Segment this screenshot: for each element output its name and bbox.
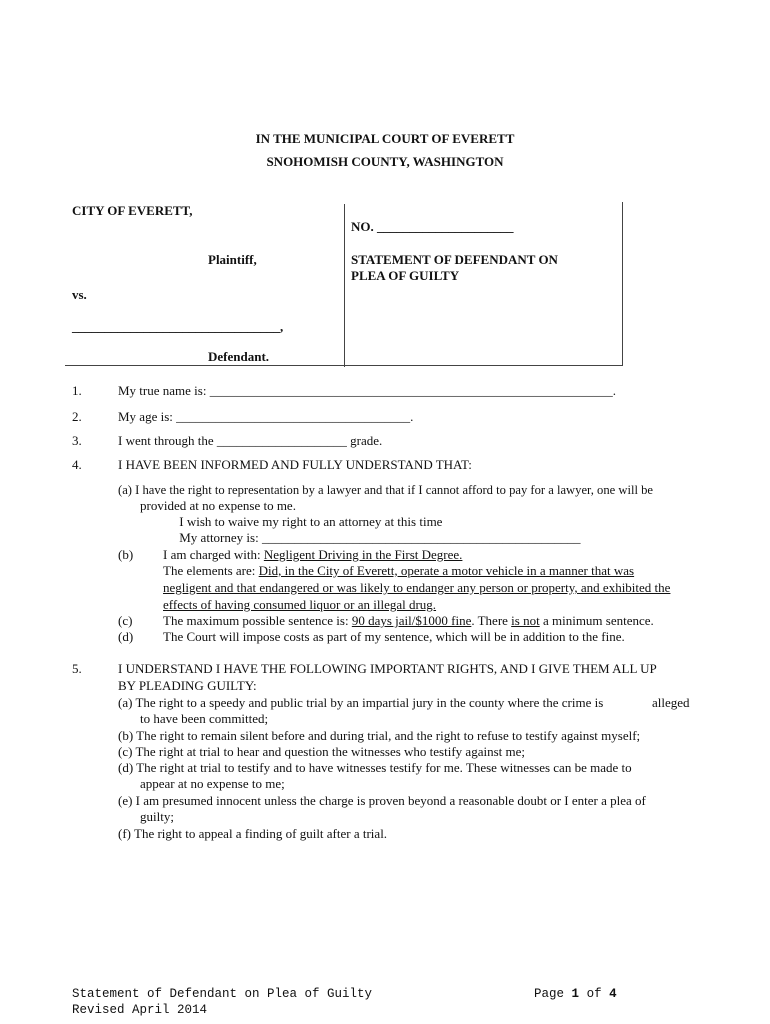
- right-5f: (f) The right to appeal a finding of guilt after a trial.: [118, 826, 388, 841]
- court-name-line1: IN THE MUNICIPAL COURT OF EVERETT: [255, 131, 515, 146]
- item-3-number: 3.: [72, 433, 82, 448]
- true-name-label: My true name is:: [118, 383, 207, 398]
- footer-title: Statement of Defendant on Plea of Guilty: [72, 987, 373, 1001]
- item-3: [118, 433, 382, 449]
- item-2-number: 2.: [72, 409, 82, 424]
- attorney-blank: _________________________________________________: [261, 530, 581, 545]
- right-5b: (b) The right to remain silent before and during trial, and the right to refuse to testify against myself;: [118, 728, 641, 743]
- item-5-number: 5.: [72, 661, 82, 676]
- page-number: 1: [571, 987, 580, 1001]
- item-1: [118, 383, 616, 399]
- case-number-label: NO.: [351, 219, 374, 234]
- item-4b-label: (b): [118, 547, 134, 562]
- defendant-name-blank: ________________________________,: [72, 319, 284, 334]
- item-4a-line1: (a) I have the right to representation by a lawyer and that if I cannot afford to pay for a lawyer, one will be: [118, 483, 653, 497]
- item-4a-line2: provided at no expense to me.: [140, 498, 296, 513]
- charge-line: [163, 547, 462, 563]
- attorney-label: My attorney is:: [179, 530, 259, 545]
- charge-label: I am charged with:: [163, 547, 261, 562]
- waive-attorney-label: I wish to waive my right to an attorney at this time: [179, 514, 443, 529]
- item-5-heading-1: I UNDERSTAND I HAVE THE FOLLOWING IMPORTANT RIGHTS, AND I GIVE THEM ALL UP: [118, 661, 657, 676]
- true-name-blank: ______________________________________________________________.: [209, 383, 616, 398]
- caption-divider: [344, 204, 345, 367]
- right-5d-line1: (d) The right at trial to testify and to have witnesses testify for me. These witnesses can be made to: [118, 760, 632, 775]
- right-5a-line1: (a) The right to a speedy and public trial by an impartial jury in the county where the crime is: [118, 695, 604, 710]
- item-1-number: 1.: [72, 383, 82, 398]
- min-sentence-suffix: a minimum sentence.: [542, 613, 654, 628]
- footer-revised: Revised April 2014: [72, 1003, 208, 1017]
- plaintiff-party: CITY OF EVERETT,: [72, 203, 193, 218]
- waive-attorney-option[interactable]: [163, 514, 442, 530]
- attorney-option[interactable]: [163, 530, 580, 546]
- document-title-line2: PLEA OF GUILTY: [351, 268, 460, 283]
- case-number: [351, 219, 514, 235]
- page-of: of: [586, 987, 602, 1001]
- right-5c: (c) The right at trial to hear and question the witnesses who testify against me;: [118, 744, 525, 759]
- min-sentence-value: is not: [511, 613, 540, 628]
- age-label: My age is:: [118, 409, 173, 424]
- plaintiff-label: Plaintiff,: [208, 252, 257, 267]
- age-blank: ____________________________________.: [176, 409, 414, 424]
- item-5-heading-2: BY PLEADING GUILTY:: [118, 678, 257, 693]
- education-suffix: grade.: [350, 433, 383, 448]
- item-4d-label: (d): [118, 629, 134, 644]
- right-5e-line1: (e) I am presumed innocent unless the charge is proven beyond a reasonable doubt or I enter a plea of: [118, 793, 646, 808]
- max-sentence-mid: . There: [471, 613, 508, 628]
- max-sentence-value: 90 days jail/$1000 fine: [351, 613, 472, 628]
- education-blank: ____________________: [216, 433, 347, 448]
- right-5e-line2: guilty;: [140, 809, 174, 824]
- elements-text-3: effects of having consumed liquor or an illegal drug.: [163, 597, 437, 612]
- elements-label: The elements are:: [163, 563, 256, 578]
- caption-right-border: [622, 202, 623, 365]
- item-2: [118, 409, 413, 425]
- charge-name: Negligent Driving in the First Degree.: [263, 547, 463, 562]
- document-title-line1: STATEMENT OF DEFENDANT ON: [351, 252, 558, 267]
- elements-text-1: Did, in the City of Everett, operate a motor vehicle in a manner that was: [258, 563, 635, 578]
- right-5a-alleged: alleged: [652, 695, 690, 710]
- caption-bottom-border: [65, 365, 623, 366]
- page-total: 4: [609, 987, 617, 1001]
- right-5a-line2: to have been committed;: [140, 711, 269, 726]
- item-4-number: 4.: [72, 457, 82, 472]
- max-sentence-line: [163, 613, 654, 629]
- item-4c-label: (c): [118, 613, 133, 628]
- versus-label: vs.: [72, 287, 87, 302]
- elements-line1: [163, 563, 634, 579]
- item-4-heading: I HAVE BEEN INFORMED AND FULLY UNDERSTAND THAT:: [118, 457, 472, 472]
- elements-text-2: negligent and that endangered or was likely to endanger any person or property, and exhibited the: [163, 580, 671, 595]
- education-label: I went through the: [118, 433, 214, 448]
- right-5d-line2: appear at no expense to me;: [140, 776, 285, 791]
- max-sentence-label: The maximum possible sentence is:: [163, 613, 349, 628]
- page-indicator: [534, 987, 617, 1001]
- case-number-blank: _____________________: [377, 219, 514, 234]
- defendant-label: Defendant.: [208, 349, 270, 364]
- court-name-line2: SNOHOMISH COUNTY, WASHINGTON: [266, 154, 504, 169]
- costs-text: The Court will impose costs as part of my sentence, which will be in addition to the fine.: [163, 629, 625, 644]
- page-label: Page: [534, 987, 565, 1001]
